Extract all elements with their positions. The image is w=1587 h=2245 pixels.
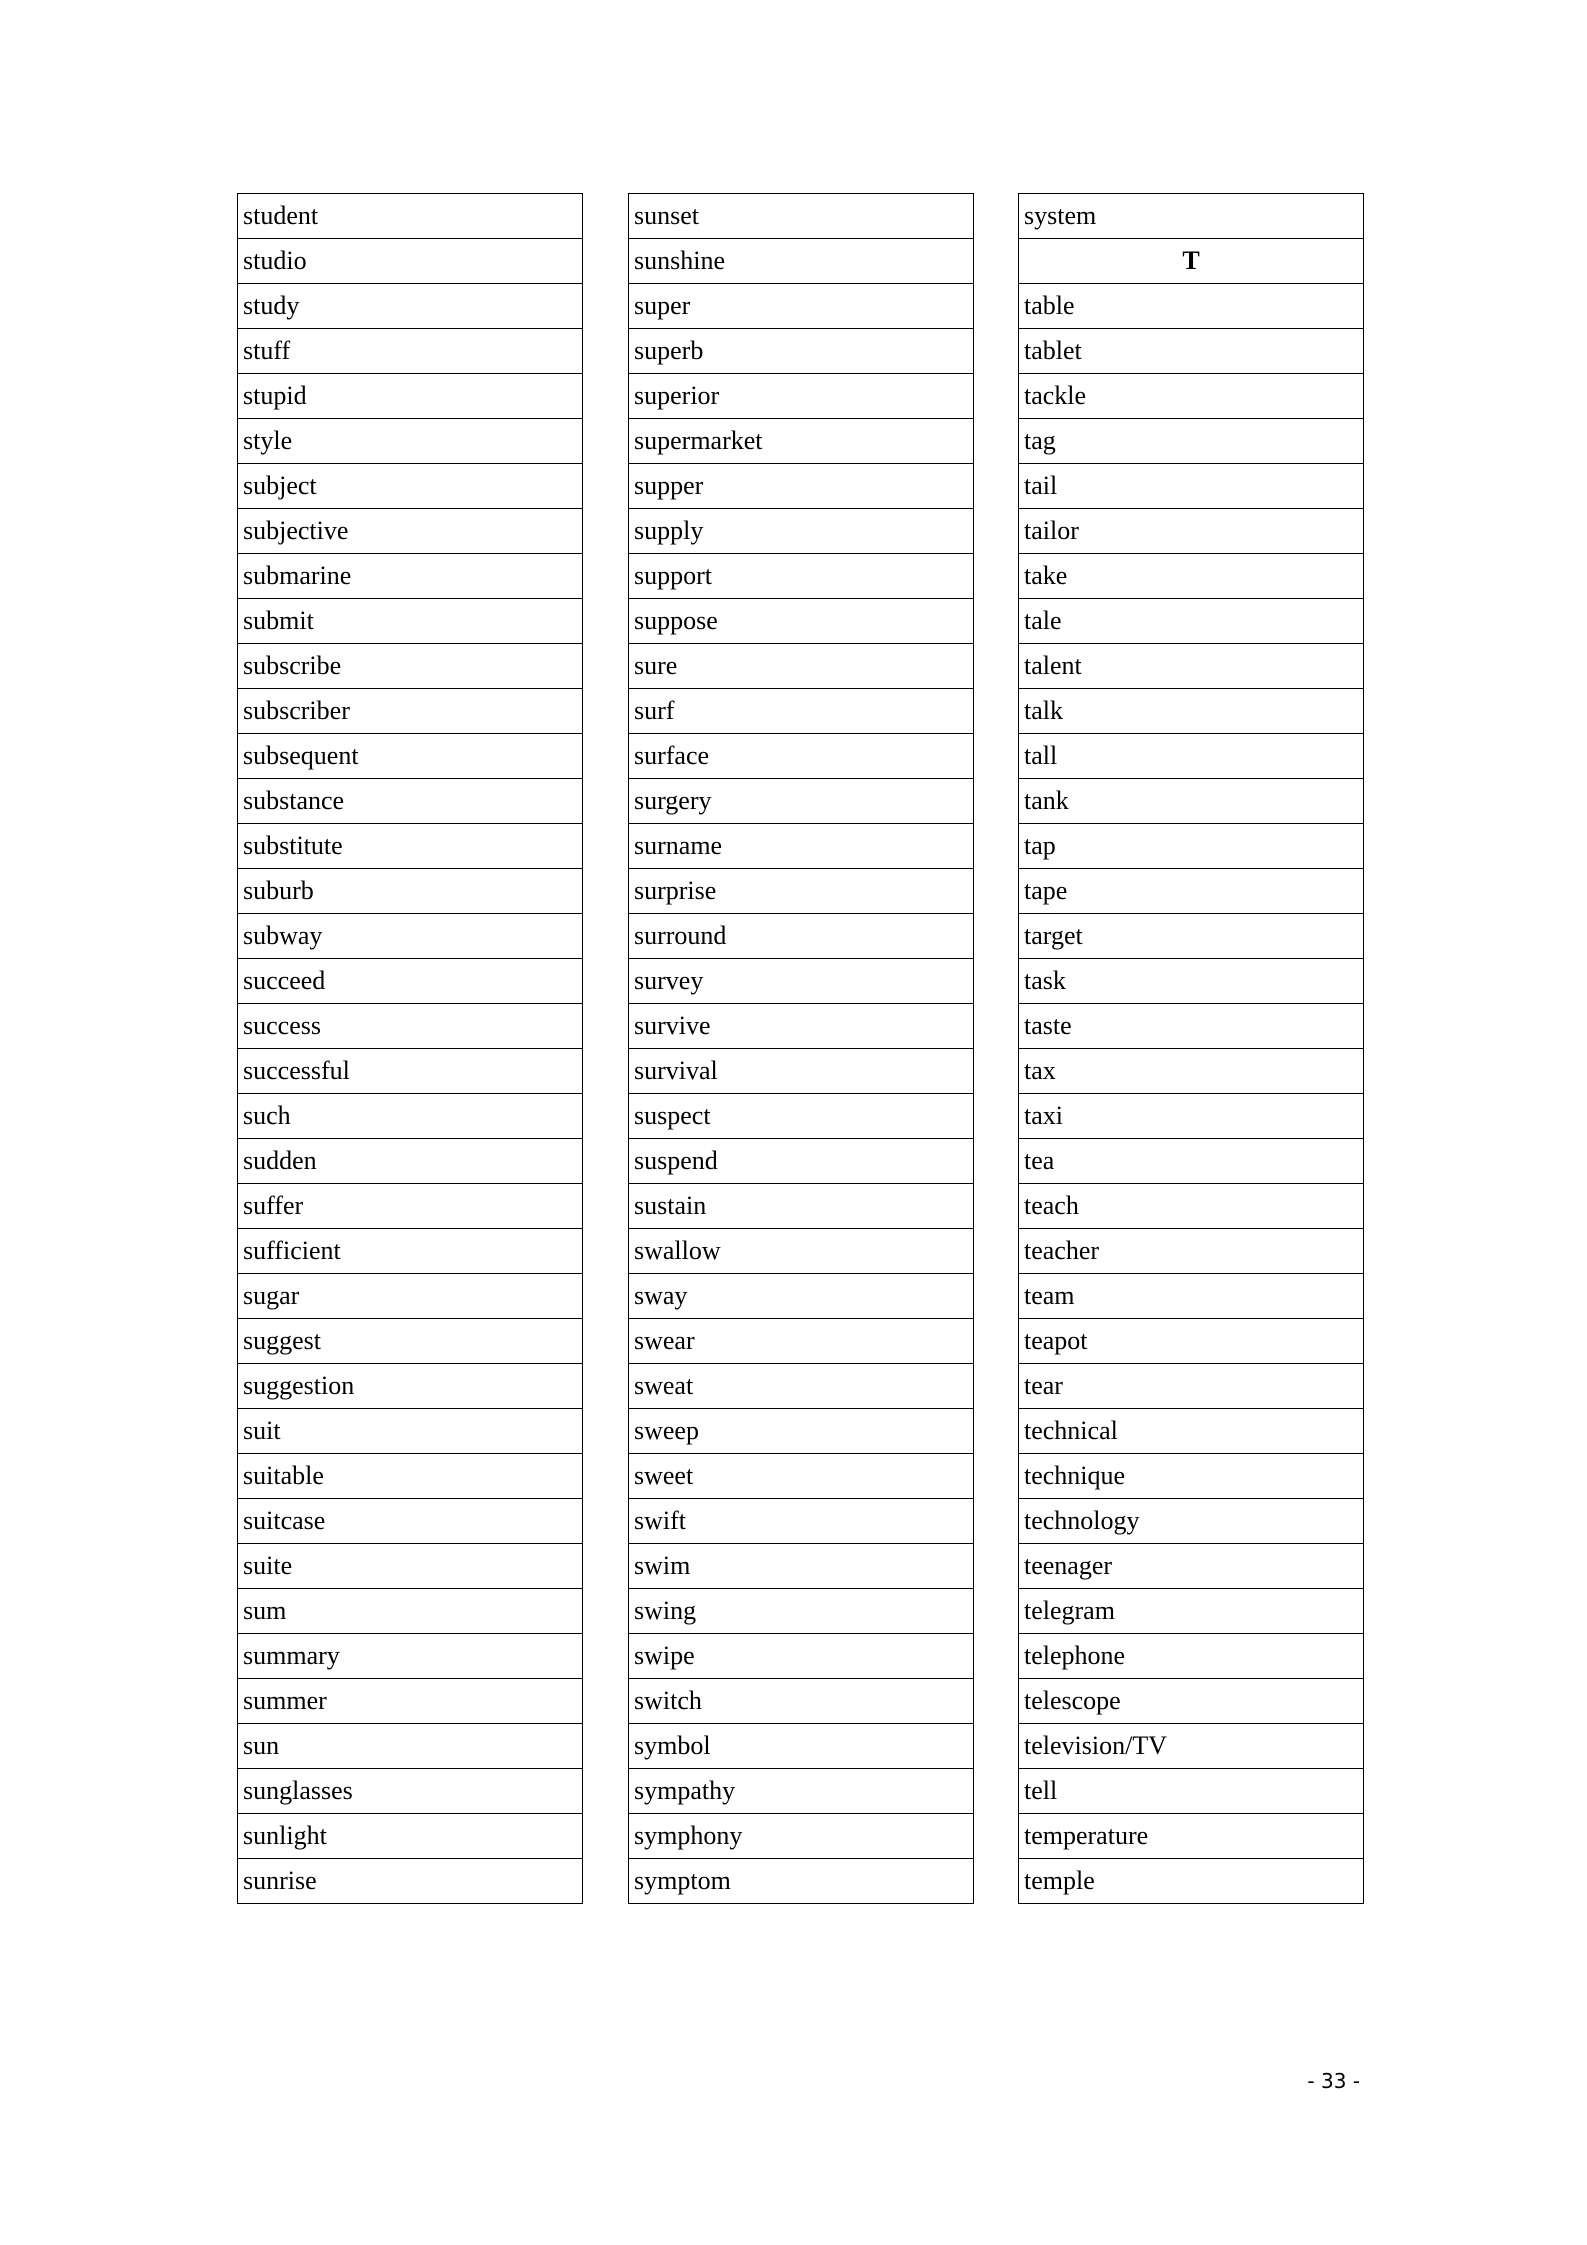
word-cell: submit [238,599,583,644]
word-row [1019,1589,1364,1634]
word-row [238,374,583,419]
word-cell: target [1019,914,1364,959]
word-cell: superior [629,374,974,419]
word-row [1019,644,1364,689]
word-row [629,1139,974,1184]
word-row [629,464,974,509]
word-cell: sugar [238,1274,583,1319]
word-cell: submarine [238,554,583,599]
word-cell: swallow [629,1229,974,1274]
word-cell: tell [1019,1769,1364,1814]
word-row [1019,1274,1364,1319]
word-cell: suit [238,1409,583,1454]
word-cell: talent [1019,644,1364,689]
word-cell: subjective [238,509,583,554]
word-cell: sudden [238,1139,583,1184]
word-cell: tag [1019,419,1364,464]
word-row [629,914,974,959]
word-row [238,1814,583,1859]
word-row [1019,239,1364,284]
word-row [238,824,583,869]
word-row [238,959,583,1004]
word-row [1019,194,1364,239]
word-row [1019,689,1364,734]
word-cell: swing [629,1589,974,1634]
word-row [629,1274,974,1319]
word-row [629,779,974,824]
word-cell: talk [1019,689,1364,734]
word-column-3 [1018,193,1364,1904]
word-row [238,239,583,284]
word-row [629,599,974,644]
word-cell: surround [629,914,974,959]
word-row [238,329,583,374]
word-column-2 [628,193,974,1904]
word-cell: teach [1019,1184,1364,1229]
word-row [629,1679,974,1724]
word-cell: sufficient [238,1229,583,1274]
word-cell: suite [238,1544,583,1589]
word-row [1019,1454,1364,1499]
word-cell: survey [629,959,974,1004]
word-cell: sunset [629,194,974,239]
word-row [629,1094,974,1139]
word-row [238,1274,583,1319]
word-row [1019,329,1364,374]
word-row [238,644,583,689]
word-row [1019,824,1364,869]
word-cell: succeed [238,959,583,1004]
word-row [629,1049,974,1094]
section-letter-heading: T [1019,239,1364,284]
word-row [238,1004,583,1049]
word-row [629,689,974,734]
word-row [629,284,974,329]
word-row [1019,1859,1364,1904]
word-row [629,1859,974,1904]
word-cell: swipe [629,1634,974,1679]
word-cell: sunshine [629,239,974,284]
word-cell: tax [1019,1049,1364,1094]
word-row [1019,374,1364,419]
word-row [238,1544,583,1589]
word-row [238,1769,583,1814]
word-row [1019,1319,1364,1364]
word-row [1019,1499,1364,1544]
word-cell: successful [238,1049,583,1094]
word-cell: sustain [629,1184,974,1229]
word-cell: tap [1019,824,1364,869]
word-cell: subsequent [238,734,583,779]
word-row [629,1814,974,1859]
word-row [629,509,974,554]
word-cell: subscriber [238,689,583,734]
word-cell: substitute [238,824,583,869]
word-cell: sum [238,1589,583,1634]
word-cell: take [1019,554,1364,599]
word-cell: super [629,284,974,329]
word-cell: switch [629,1679,974,1724]
word-cell: tall [1019,734,1364,779]
word-row [629,1769,974,1814]
word-cell: suggest [238,1319,583,1364]
word-cell: surname [629,824,974,869]
word-cell: superb [629,329,974,374]
word-row [629,194,974,239]
word-cell: taste [1019,1004,1364,1049]
word-row [1019,734,1364,779]
word-cell: suitcase [238,1499,583,1544]
word-row [1019,599,1364,644]
word-row [629,1544,974,1589]
word-row [629,644,974,689]
word-row [1019,1679,1364,1724]
word-row [238,1229,583,1274]
word-row [238,1724,583,1769]
word-cell: stupid [238,374,583,419]
word-row [238,554,583,599]
word-row [238,1094,583,1139]
word-cell: tank [1019,779,1364,824]
word-row [238,1319,583,1364]
page-number: - 33 - [1307,2069,1360,2093]
word-cell: surprise [629,869,974,914]
word-cell: supply [629,509,974,554]
word-row [629,1364,974,1409]
word-row [238,1409,583,1454]
word-column-1 [237,193,583,1904]
word-cell: suffer [238,1184,583,1229]
word-cell: suppose [629,599,974,644]
word-row [629,419,974,464]
word-row [1019,1184,1364,1229]
word-cell: surface [629,734,974,779]
word-cell: suspend [629,1139,974,1184]
word-row [629,1634,974,1679]
word-row [1019,959,1364,1004]
word-row [1019,1049,1364,1094]
word-row [1019,419,1364,464]
word-row [1019,284,1364,329]
word-cell: team [1019,1274,1364,1319]
word-cell: subject [238,464,583,509]
word-cell: sun [238,1724,583,1769]
word-row [238,464,583,509]
word-cell: tape [1019,869,1364,914]
word-cell: surf [629,689,974,734]
word-row [238,734,583,779]
word-row [1019,1409,1364,1454]
word-cell: telephone [1019,1634,1364,1679]
word-row [1019,869,1364,914]
word-row [1019,1229,1364,1274]
word-cell: tea [1019,1139,1364,1184]
word-row [238,689,583,734]
word-row [629,1499,974,1544]
word-row [238,1679,583,1724]
word-row [629,329,974,374]
word-cell: taxi [1019,1094,1364,1139]
word-cell: task [1019,959,1364,1004]
word-cell: sunrise [238,1859,583,1904]
word-cell: stuff [238,329,583,374]
word-row [238,1454,583,1499]
word-row [238,1139,583,1184]
word-row [629,1184,974,1229]
word-row [629,1319,974,1364]
word-row [1019,1724,1364,1769]
word-cell: tackle [1019,374,1364,419]
word-cell: tablet [1019,329,1364,374]
word-cell: suspect [629,1094,974,1139]
word-row [1019,464,1364,509]
word-row [1019,509,1364,554]
word-cell: summary [238,1634,583,1679]
word-cell: teacher [1019,1229,1364,1274]
word-row [1019,1364,1364,1409]
word-cell: television/TV [1019,1724,1364,1769]
word-row [238,1499,583,1544]
word-row [629,1409,974,1454]
word-cell: telegram [1019,1589,1364,1634]
word-row [1019,1004,1364,1049]
word-row [1019,914,1364,959]
word-row [238,914,583,959]
word-cell: substance [238,779,583,824]
word-row [629,734,974,779]
word-cell: suitable [238,1454,583,1499]
word-row [238,1859,583,1904]
word-cell: studio [238,239,583,284]
word-cell: temperature [1019,1814,1364,1859]
word-cell: technique [1019,1454,1364,1499]
word-cell: subway [238,914,583,959]
word-cell: surgery [629,779,974,824]
word-row [1019,1769,1364,1814]
word-cell: study [238,284,583,329]
word-cell: sweep [629,1409,974,1454]
word-row [629,1589,974,1634]
word-cell: summer [238,1679,583,1724]
word-cell: symphony [629,1814,974,1859]
word-row [238,869,583,914]
word-row [629,824,974,869]
word-row [629,959,974,1004]
word-row [238,1589,583,1634]
word-row [238,509,583,554]
word-row [238,1184,583,1229]
word-row [629,374,974,419]
word-cell: temple [1019,1859,1364,1904]
word-cell: swim [629,1544,974,1589]
word-cell: tail [1019,464,1364,509]
word-row [238,1049,583,1094]
word-cell: support [629,554,974,599]
word-row [1019,1139,1364,1184]
word-row [1019,1094,1364,1139]
word-cell: sweet [629,1454,974,1499]
word-row [238,419,583,464]
word-row [238,194,583,239]
word-cell: sway [629,1274,974,1319]
word-cell: survive [629,1004,974,1049]
word-row [238,779,583,824]
word-cell: table [1019,284,1364,329]
word-cell: symptom [629,1859,974,1904]
word-row [629,1724,974,1769]
word-cell: success [238,1004,583,1049]
word-cell: supermarket [629,419,974,464]
word-cell: tale [1019,599,1364,644]
word-row [1019,1544,1364,1589]
word-row [1019,1814,1364,1859]
word-row [629,554,974,599]
word-cell: suburb [238,869,583,914]
word-row [1019,1634,1364,1679]
word-cell: technology [1019,1499,1364,1544]
word-cell: sweat [629,1364,974,1409]
word-row [238,1364,583,1409]
word-cell: teenager [1019,1544,1364,1589]
word-row [629,1004,974,1049]
word-cell: subscribe [238,644,583,689]
word-cell: sure [629,644,974,689]
word-row [238,1634,583,1679]
word-cell: tear [1019,1364,1364,1409]
word-row [629,1229,974,1274]
word-cell: supper [629,464,974,509]
word-cell: swift [629,1499,974,1544]
word-cell: such [238,1094,583,1139]
word-row [629,239,974,284]
word-cell: telescope [1019,1679,1364,1724]
word-cell: technical [1019,1409,1364,1454]
word-cell: sunlight [238,1814,583,1859]
word-cell: symbol [629,1724,974,1769]
word-row [629,869,974,914]
word-row [1019,779,1364,824]
word-cell: suggestion [238,1364,583,1409]
word-cell: style [238,419,583,464]
word-cell: tailor [1019,509,1364,554]
word-cell: sunglasses [238,1769,583,1814]
word-cell: teapot [1019,1319,1364,1364]
word-row [629,1454,974,1499]
word-row [238,599,583,644]
word-cell: student [238,194,583,239]
word-cell: system [1019,194,1364,239]
word-cell: survival [629,1049,974,1094]
word-cell: swear [629,1319,974,1364]
word-row [1019,554,1364,599]
word-cell: sympathy [629,1769,974,1814]
word-row [238,284,583,329]
